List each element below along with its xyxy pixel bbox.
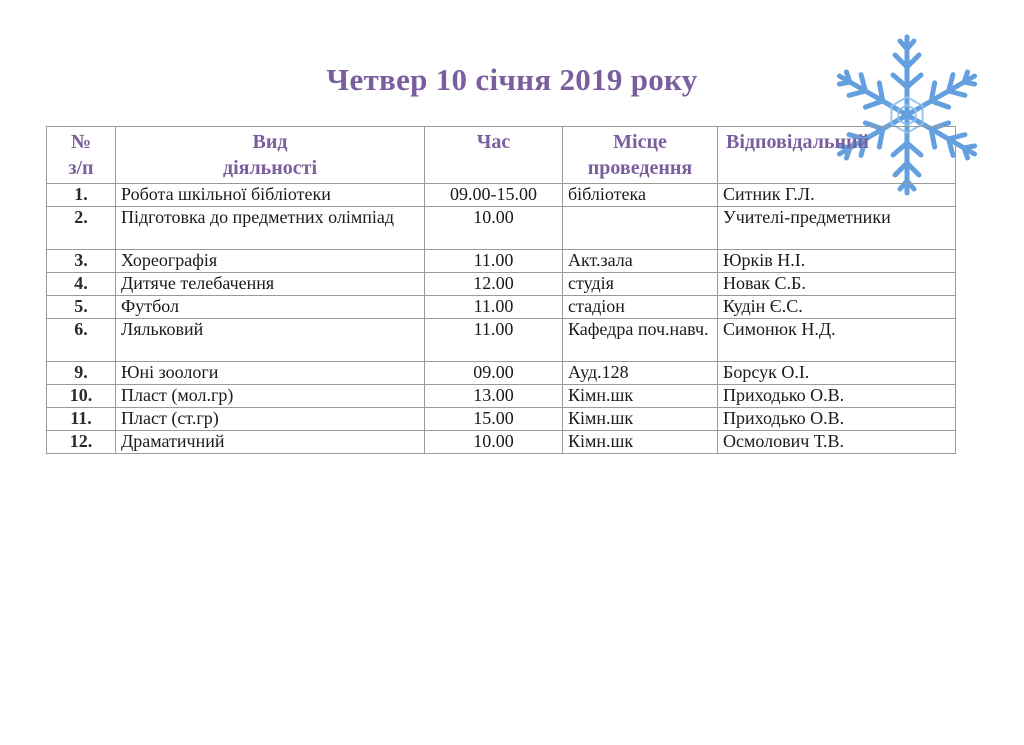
row-responsible: Юрків Н.І.	[718, 250, 956, 273]
row-responsible: Учителі-предметники	[718, 207, 956, 250]
row-place: студія	[563, 273, 718, 296]
row-place: Кімн.шк	[563, 408, 718, 431]
header-activity	[116, 127, 425, 184]
header-responsible-label: Відповідальний	[726, 131, 870, 153]
table-row	[47, 431, 956, 454]
header-place	[563, 127, 718, 184]
page-title: Четвер 10 січня 2019 року	[326, 62, 698, 97]
header-time	[425, 127, 563, 184]
row-activity: Пласт (мол.гр)	[116, 385, 425, 408]
row-place: Кафедра поч.навч.	[563, 319, 718, 362]
row-number: 4.	[47, 273, 116, 296]
table-row	[47, 408, 956, 431]
row-place	[563, 207, 718, 250]
row-responsible: Борсук О.І.	[718, 362, 956, 385]
header-number	[47, 127, 116, 184]
row-place: Кімн.шк	[563, 385, 718, 408]
row-number: 9.	[47, 362, 116, 385]
table-row	[47, 319, 956, 362]
row-place: Ауд.128	[563, 362, 718, 385]
row-place: Акт.зала	[563, 250, 718, 273]
row-time: 09.00	[425, 362, 563, 385]
table-row	[47, 184, 956, 207]
table-row	[47, 273, 956, 296]
header-time-label: Час	[476, 131, 511, 153]
row-number: 12.	[47, 431, 116, 454]
row-number: 11.	[47, 408, 116, 431]
row-number: 2.	[47, 207, 116, 250]
row-time: 09.00-15.00	[425, 184, 563, 207]
header-activity-line1: Вид	[252, 131, 288, 153]
row-activity: Юні зоологи	[116, 362, 425, 385]
row-place: бібліотека	[563, 184, 718, 207]
row-responsible: Симонюк Н.Д.	[718, 319, 956, 362]
schedule-table	[46, 126, 956, 454]
row-activity: Хореографія	[116, 250, 425, 273]
row-time: 10.00	[425, 431, 563, 454]
row-responsible: Осмолович Т.В.	[718, 431, 956, 454]
row-number: 3.	[47, 250, 116, 273]
header-responsible	[718, 127, 956, 184]
header-place-line1: Місце	[613, 131, 667, 153]
row-place: стадіон	[563, 296, 718, 319]
row-time: 10.00	[425, 207, 563, 250]
row-activity: Драматичний	[116, 431, 425, 454]
header-activity-line2: діяльності	[222, 157, 318, 179]
table-row	[47, 207, 956, 250]
row-responsible: Ситник Г.Л.	[718, 184, 956, 207]
row-responsible: Приходько О.В.	[718, 408, 956, 431]
row-time: 11.00	[425, 250, 563, 273]
row-activity: Футбол	[116, 296, 425, 319]
row-activity: Робота шкільної бібліотеки	[116, 184, 425, 207]
row-number: 5.	[47, 296, 116, 319]
row-time: 11.00	[425, 296, 563, 319]
row-number: 10.	[47, 385, 116, 408]
row-responsible: Приходько О.В.	[718, 385, 956, 408]
row-time: 15.00	[425, 408, 563, 431]
row-activity: Ляльковий	[116, 319, 425, 362]
row-number: 1.	[47, 184, 116, 207]
table-row	[47, 362, 956, 385]
row-time: 12.00	[425, 273, 563, 296]
table-row	[47, 250, 956, 273]
header-number-line1: №	[70, 131, 92, 153]
row-time: 13.00	[425, 385, 563, 408]
row-place: Кімн.шк	[563, 431, 718, 454]
table-row	[47, 296, 956, 319]
row-responsible: Кудін Є.С.	[718, 296, 956, 319]
row-number: 6.	[47, 319, 116, 362]
row-activity: Підготовка до предметних олімпіад	[116, 207, 425, 250]
row-time: 11.00	[425, 319, 563, 362]
table-header-row	[47, 127, 956, 184]
row-responsible: Новак С.Б.	[718, 273, 956, 296]
row-activity: Дитяче телебачення	[116, 273, 425, 296]
header-place-line2: проведення	[587, 157, 693, 179]
table-row	[47, 385, 956, 408]
row-activity: Пласт (ст.гр)	[116, 408, 425, 431]
header-number-line2: з/п	[68, 157, 94, 179]
